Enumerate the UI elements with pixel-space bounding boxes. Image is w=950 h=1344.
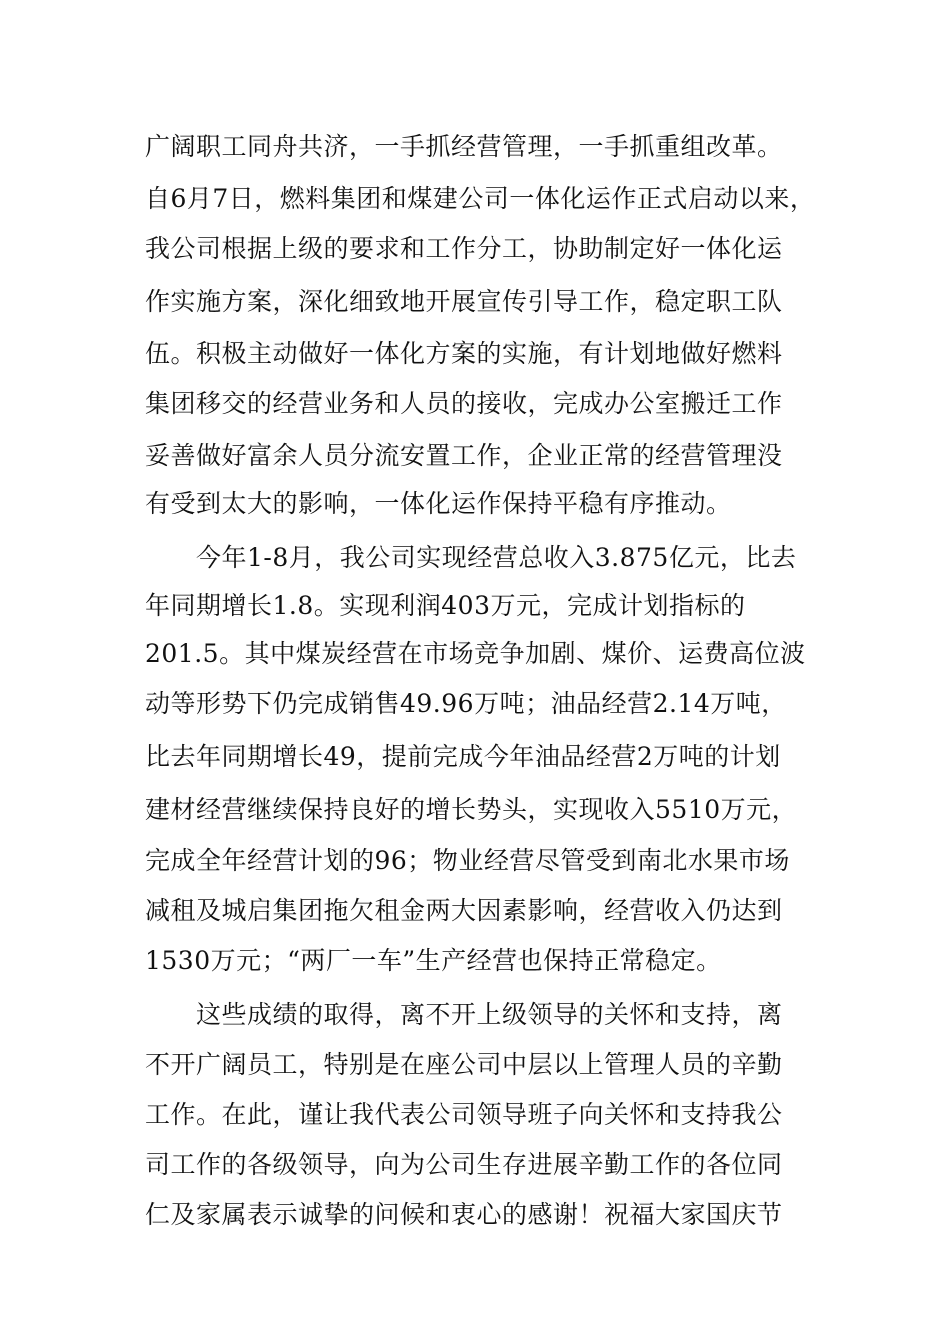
text-line: 伍。积极主动做好一体化方案的实施，有计划地做好燃料: [145, 339, 783, 368]
text-line: 我公司根据上级的要求和工作分工，协助制定好一体化运: [145, 234, 783, 263]
text-line: 年同期增长1.8。实现利润403万元，完成计划指标的: [145, 591, 746, 620]
text-line: 自6月7日，燃料集团和煤建公司一体化运作正式启动以来，: [145, 184, 816, 213]
text-line: 201.5。其中煤炭经营在市场竞争加剧、煤价、运费高位波: [145, 639, 806, 668]
text-line: 建材经营继续保持良好的增长势头，实现收入5510万元，: [145, 795, 798, 824]
text-line: 工作。在此，谨让我代表公司领导班子向关怀和支持我公: [145, 1100, 783, 1129]
text-line: 动等形势下仍完成销售49.96万吨；油品经营2.14万吨，: [145, 689, 787, 718]
text-line: 不开广阔员工，特别是在座公司中层以上管理人员的辛勤: [145, 1050, 783, 1079]
text-line: 减租及城启集团拖欠租金两大因素影响，经营收入仍达到: [145, 896, 783, 925]
paragraph-first-line: 今年1-8月，我公司实现经营总收入3.875亿元，比去: [196, 543, 797, 572]
text-line: 有受到太大的影响，一体化运作保持平稳有序推动。: [145, 489, 732, 518]
text-line: 作实施方案，深化细致地开展宣传引导工作，稳定职工队: [145, 287, 783, 316]
text-line: 完成全年经营计划的96；物业经营尽管受到南北水果市场: [145, 846, 790, 875]
text-line: 比去年同期增长49，提前完成今年油品经营2万吨的计划: [145, 742, 781, 771]
text-line: 广阔职工同舟共济，一手抓经营管理，一手抓重组改革。: [145, 132, 783, 161]
text-line: 妥善做好富余人员分流安置工作，企业正常的经营管理没: [145, 441, 783, 470]
text-line: 司工作的各级领导，向为公司生存进展辛勤工作的各位同: [145, 1150, 783, 1179]
text-line: 集团移交的经营业务和人员的接收，完成办公室搬迁工作: [145, 389, 783, 418]
text-line: 仁及家属表示诚挚的问候和衷心的感谢！祝福大家国庆节: [145, 1200, 783, 1229]
text-line: 1530万元；“两厂一车”生产经营也保持正常稳定。: [145, 946, 722, 975]
paragraph-first-line: 这些成绩的取得，离不开上级领导的关怀和支持，离: [196, 1000, 783, 1029]
